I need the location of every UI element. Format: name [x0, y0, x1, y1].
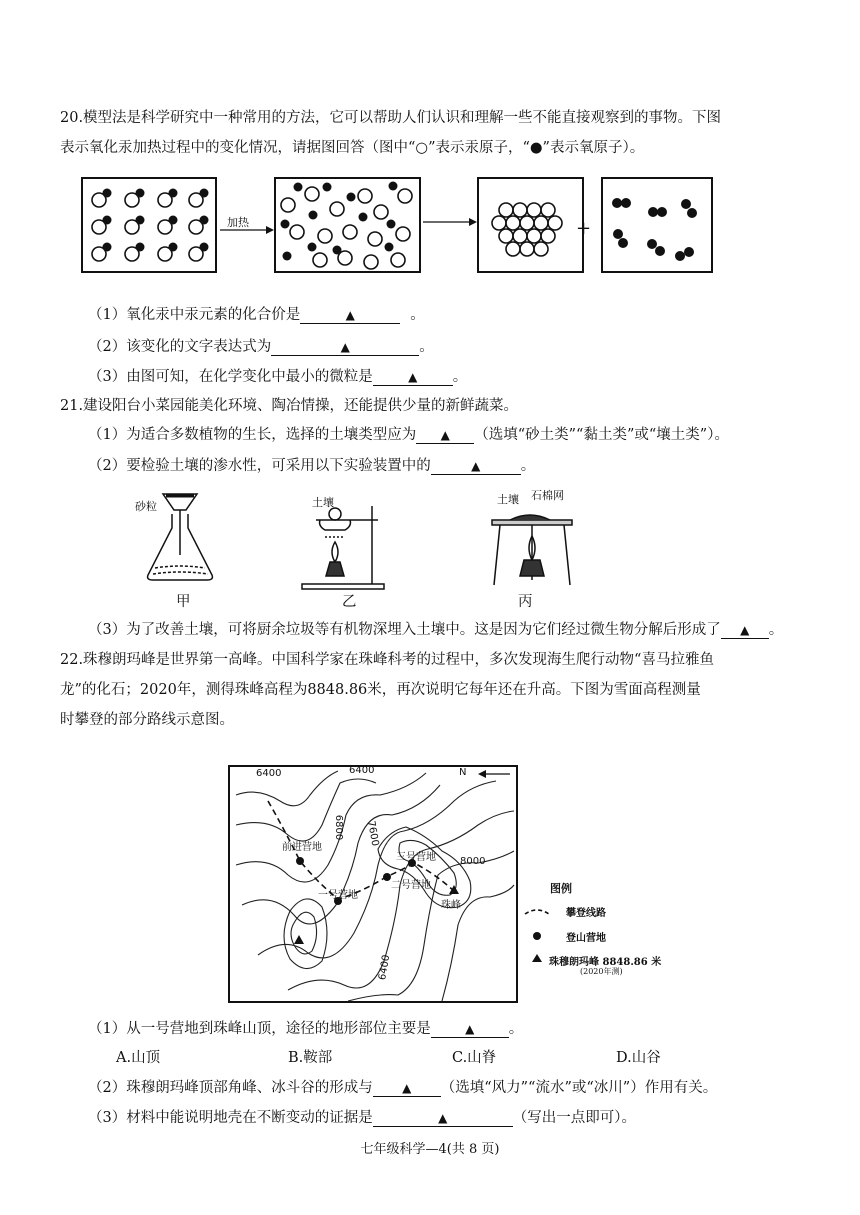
contour-6400-b: 6400 — [349, 765, 375, 776]
label-soil-b: 土壤 — [312, 496, 334, 509]
everest-contour-map — [228, 765, 518, 1005]
label-camp-1: 一号营地 — [318, 890, 358, 901]
q22-stem-line2: 龙”的化石；2020年，测得珠峰高程为8848.86米，再次说明它每年还在升高。下图为雪面高程测量 — [60, 682, 701, 698]
q20-sub3: （3）由图可知，在化学变化中最小的微粒是 ▲ 。 — [88, 369, 468, 385]
legend-peak: 珠穆朗玛峰 8848.86 米 — [549, 957, 662, 968]
q22-sub2: （2）珠穆朗玛峰顶部角峰、冰斗谷的形成与 ▲ （选填“风力”“流水”或“冰川”）作用有关。 — [88, 1080, 718, 1096]
answer-blank[interactable]: ▲ — [373, 1109, 513, 1127]
contour-6400-a: 6400 — [256, 768, 282, 779]
north-arrow-label: N — [459, 767, 467, 778]
label-peak: 珠峰 — [441, 900, 461, 911]
option-a[interactable]: A.山顶 — [116, 1050, 161, 1066]
answer-blank[interactable]: ▲ — [721, 621, 769, 639]
label-asbestos-net: 石棉网 — [531, 489, 564, 502]
apparatus-a — [148, 494, 213, 580]
q22-stem-line1: 22.珠穆朗玛峰是世界第一高峰。中国科学家在珠峰科考的过程中，多次发现海生爬行动物“喜马拉雅鱼 — [60, 652, 714, 668]
option-b[interactable]: B.鞍部 — [288, 1050, 333, 1066]
caption-yi: 乙 — [342, 594, 357, 610]
label-soil-c: 土壤 — [497, 493, 519, 506]
plus-sign: + — [576, 218, 592, 239]
answer-blank[interactable]: ▲ — [300, 306, 400, 324]
peak-marker — [449, 885, 459, 894]
q22-sub1: （1）从一号营地到珠峰山顶，途径的地形部位主要是 ▲ 。 — [88, 1021, 524, 1037]
label-forward-camp: 前进营地 — [282, 842, 322, 853]
legend-camp: 登山营地 — [566, 933, 606, 944]
q21-sub2: （2）要检验土壤的渗水性，可采用以下实验装置中的 ▲ 。 — [88, 458, 536, 474]
answer-blank[interactable]: ▲ — [431, 457, 521, 475]
caption-jia: 甲 — [176, 594, 191, 610]
page-footer: 七年级科学—4(共 8 页) — [360, 1142, 500, 1157]
answer-blank[interactable]: ▲ — [416, 426, 474, 444]
label-camp-2: 二号营地 — [391, 880, 431, 891]
q22-stem-line3: 时攀登的部分路线示意图。 — [60, 712, 234, 728]
secondary-peak-marker — [294, 935, 304, 944]
contour-8000: 8000 — [460, 856, 486, 867]
legend-title: 图例 — [550, 882, 572, 895]
contour-6400-c: 6400 — [377, 954, 393, 981]
q20-stem-line2: 表示氧化汞加热过程中的变化情况，请据图回答（图中“○”表示汞原子，“●”表示氧原子）。 — [60, 140, 645, 156]
apparatus-b — [302, 506, 384, 589]
option-c[interactable]: C.山脊 — [452, 1050, 497, 1066]
answer-blank[interactable]: ▲ — [431, 1020, 509, 1038]
contour-lines — [236, 771, 514, 1001]
q20-sub1: （1）氧化汞中汞元素的化合价是 ▲ 。 — [88, 307, 425, 323]
legend-route: 攀登线路 — [566, 908, 606, 919]
apparatus-c — [492, 515, 572, 585]
caption-bing: 丙 — [518, 594, 533, 610]
q22-sub3: （3）材料中能说明地壳在不断变动的证据是 ▲ （写出一点即可）。 — [88, 1110, 636, 1126]
option-d[interactable]: D.山谷 — [616, 1050, 661, 1066]
answer-blank[interactable]: ▲ — [373, 368, 453, 386]
q21-sub1: （1）为适合多数植物的生长，选择的土壤类型应为 ▲ （选填“砂土类”“黏土类”或“壤土类”）。 — [88, 427, 729, 443]
contour-6800: 6800 — [333, 814, 345, 841]
contour-7600: 7600 — [365, 820, 381, 847]
q20-model-diagram — [75, 172, 725, 280]
answer-blank[interactable]: ▲ — [271, 338, 419, 356]
q21-stem: 21.建设阳台小菜园能美化环境、陶冶情操，还能提供少量的新鲜蔬菜。 — [60, 398, 519, 414]
label-sand: 砂粒 — [135, 500, 157, 513]
answer-blank[interactable]: ▲ — [373, 1079, 441, 1097]
q20-stem-line1: 20.模型法是科学研究中一种常用的方法，它可以帮助人们认识和理解一些不能直接观察到的事物。下图 — [60, 110, 722, 126]
label-camp-3: 三号营地 — [396, 852, 436, 863]
legend-peak-note: (2020年测) — [580, 967, 623, 976]
q21-sub3: （3）为了改善土壤，可将厨余垃圾等有机物深埋入土壤中。这是因为它们经过微生物分解后形成了 ▲ 。 — [88, 622, 784, 638]
heating-label: 加热 — [227, 216, 249, 229]
q20-sub2: （2）该变化的文字表达式为 ▲ 。 — [88, 339, 434, 355]
